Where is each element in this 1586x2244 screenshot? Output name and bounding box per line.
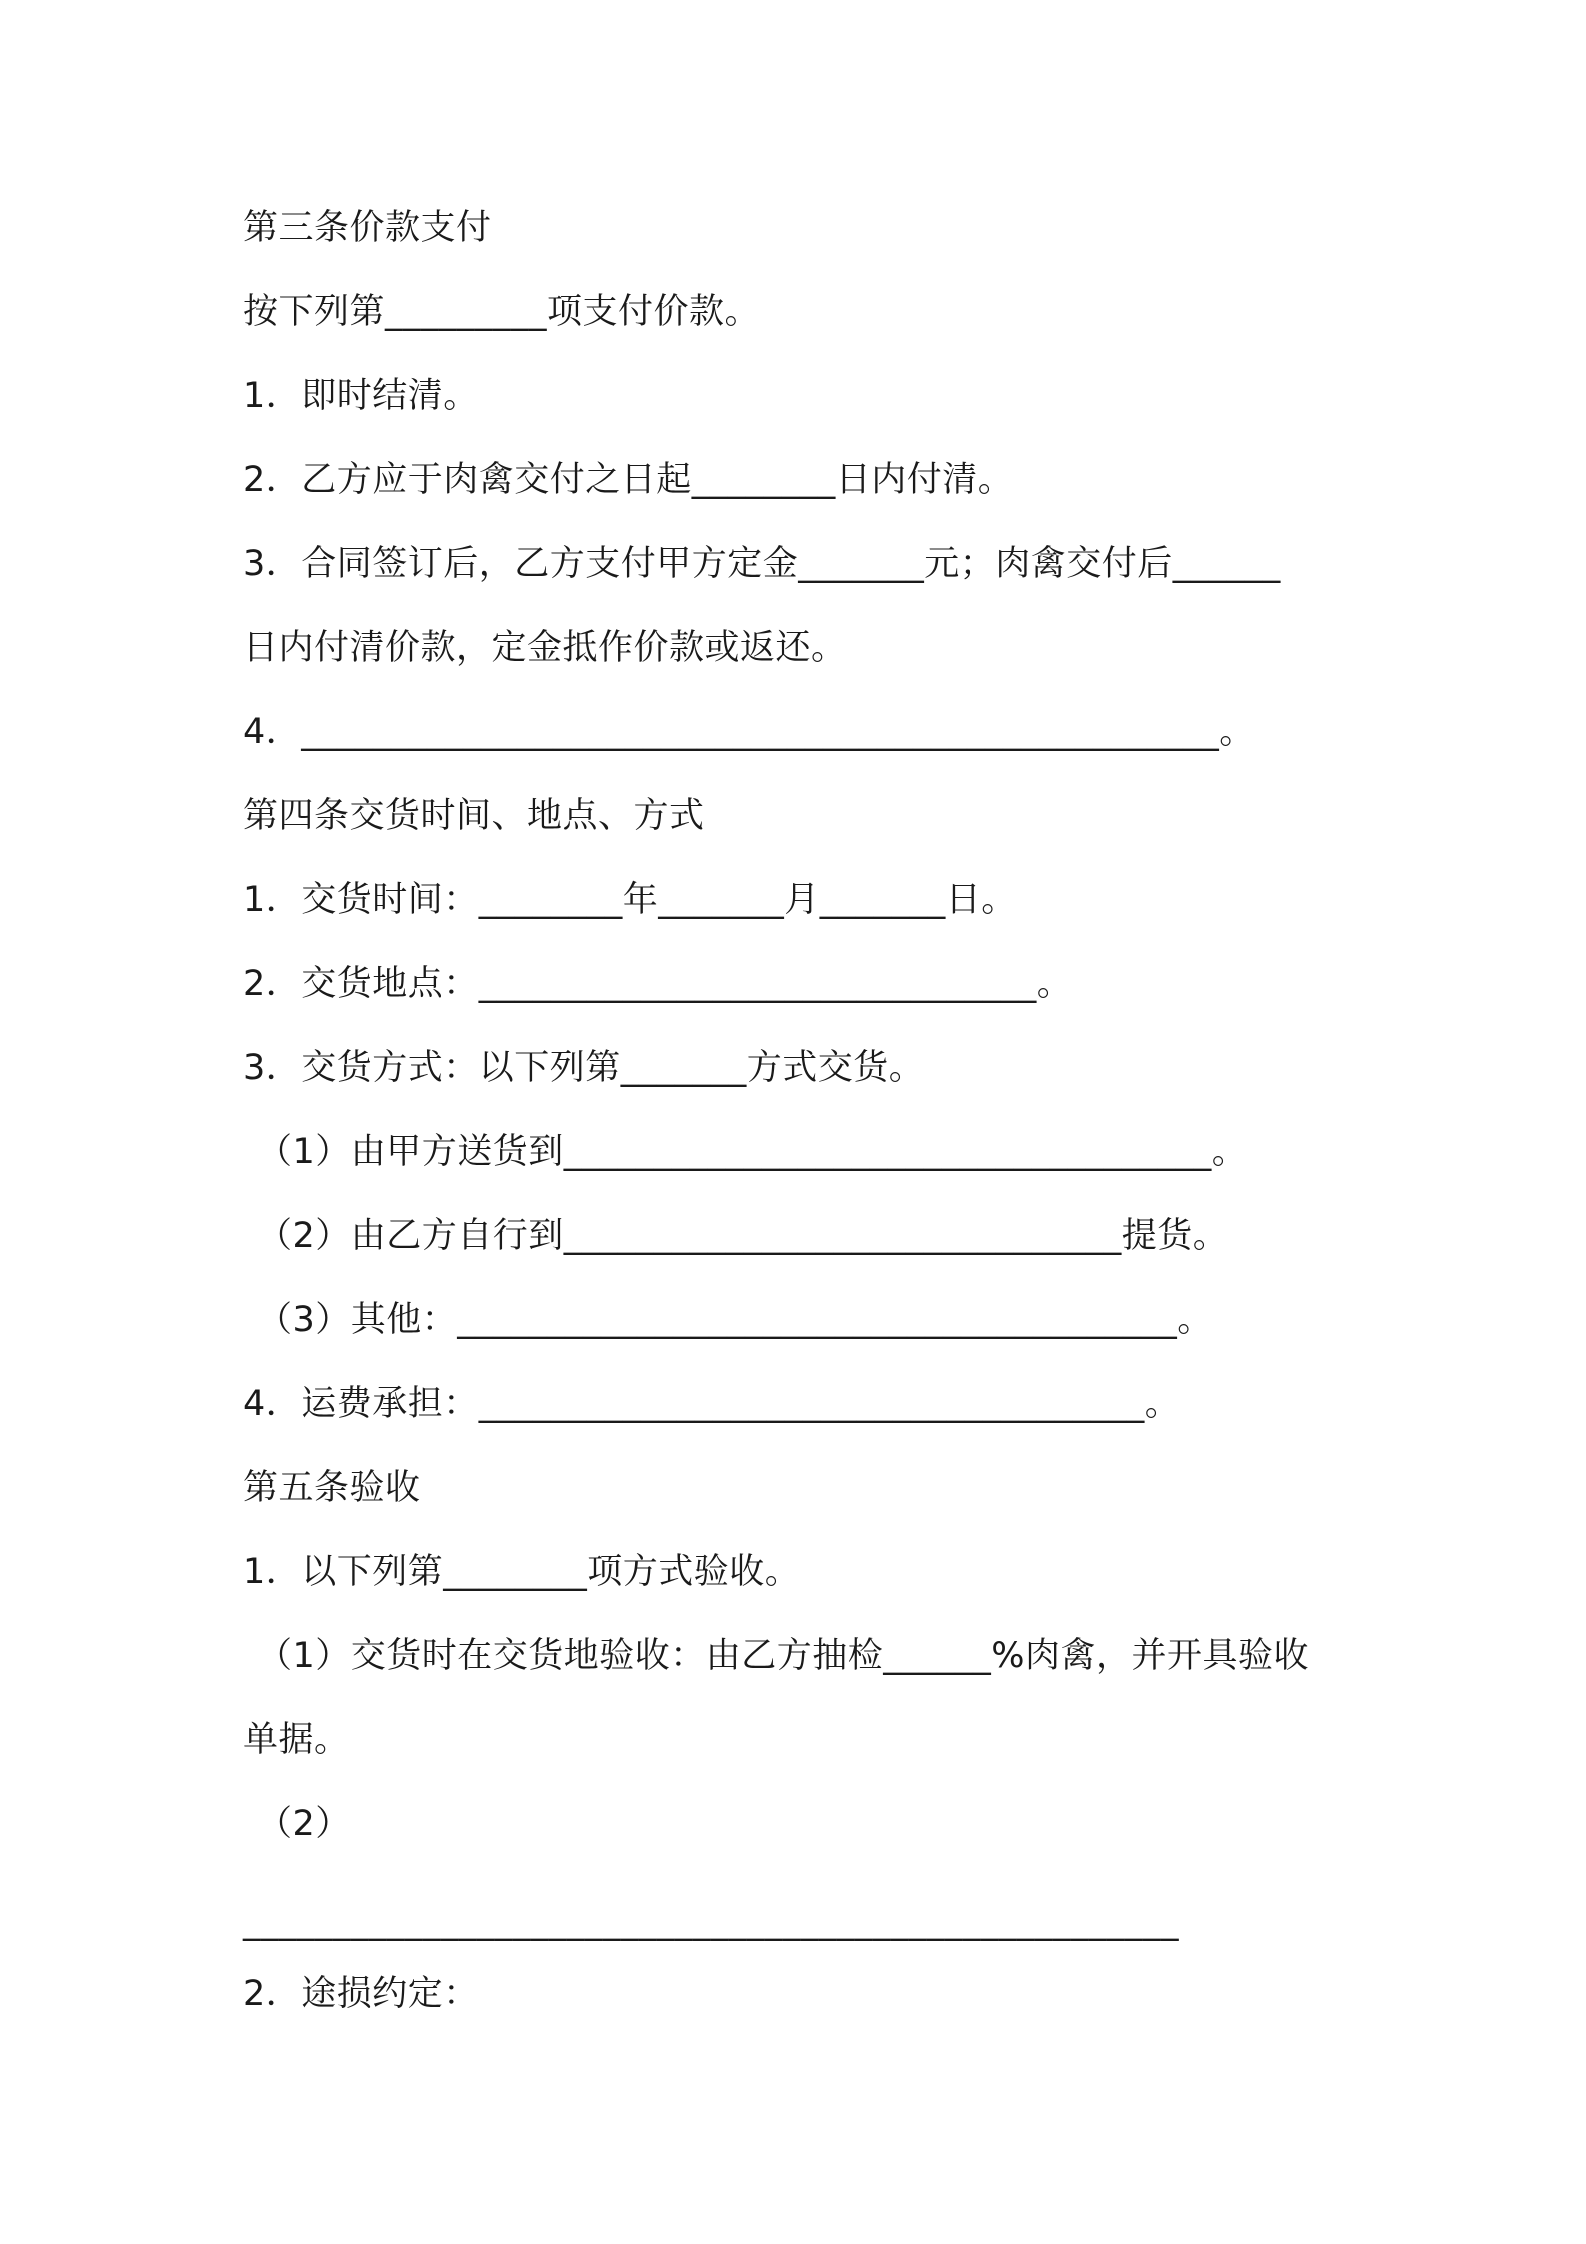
- inspection-option-2: （2）: [257, 1804, 351, 1844]
- payment-item-3: 3．合同签订后，乙方支付甲方定金_______元；肉禽交付后______: [243, 544, 1281, 584]
- payment-item-4: 4．___________________________________________________。: [243, 712, 1255, 752]
- transit-loss-line: 2．途损约定：: [243, 1974, 479, 2014]
- article-4-heading: 第四条交货时间、地点、方式: [243, 796, 705, 836]
- article-3-heading: 第三条价款支付: [243, 208, 492, 248]
- inspection-option-line: 1．以下列第________项方式验收。: [243, 1552, 801, 1592]
- freight-line: 4．运费承担：_____________________________________。: [243, 1384, 1181, 1424]
- payment-option-line: 按下列第_________项支付价款。: [243, 292, 761, 332]
- delivery-time-line: 1．交货时间：________年_______月_______日。: [243, 880, 1017, 920]
- delivery-method-line: 3．交货方式：以下列第_______方式交货。: [243, 1048, 925, 1088]
- payment-item-1: 1．即时结清。: [243, 376, 479, 416]
- inspection-option-1: （1）交货时在交货地验收：由乙方抽检______%肉禽，并开具验收: [257, 1636, 1310, 1676]
- payment-item-3-continued: 日内付清价款，定金抵作价款或返还。: [243, 628, 847, 668]
- inspection-option-1-continued: 单据。: [243, 1720, 350, 1760]
- delivery-method-option-2: （2）由乙方自行到_______________________________提货。: [257, 1216, 1229, 1256]
- payment-item-2: 2．乙方应于肉禽交付之日起________日内付清。: [243, 460, 1014, 500]
- delivery-place-line: 2．交货地点：_______________________________。: [243, 964, 1073, 1004]
- article-5-heading: 第五条验收: [243, 1468, 421, 1508]
- inspection-option-2-blank: ____________________________________________________: [243, 1902, 1179, 1942]
- delivery-method-option-1: （1）由甲方送货到____________________________________。: [257, 1132, 1248, 1172]
- delivery-method-option-3: （3）其他：________________________________________。: [257, 1300, 1213, 1340]
